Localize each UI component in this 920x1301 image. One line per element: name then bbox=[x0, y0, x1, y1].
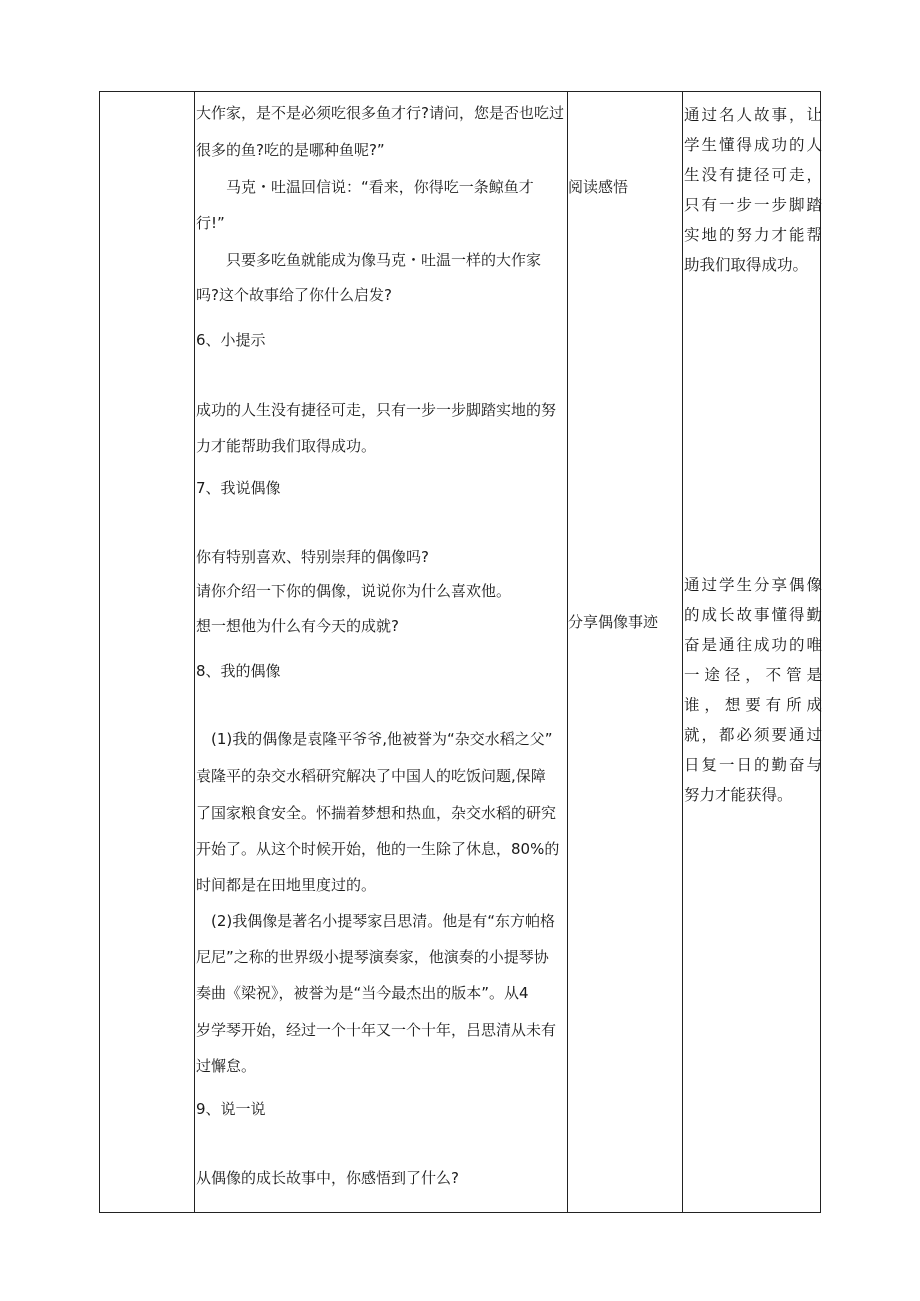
content-line: 尼尼”之称的世界级小提琴演奏家，他演奏的小提琴协 bbox=[196, 948, 549, 966]
content-line: 大作家，是不是必须吃很多鱼才行?请问，您是否也吃过 bbox=[196, 104, 564, 122]
content-line: 请你介绍一下你的偶像，说说你为什么喜欢他。 bbox=[196, 582, 512, 600]
content-line: 吗?这个故事给了你什么启发? bbox=[196, 286, 392, 304]
design-note-2: 通过学生分享偶像的成长故事懂得勤奋是通往成功的唯一途径，不管是谁，想要有所成就，都必须要通过日复一日的勤奋与努力才能获得。 bbox=[684, 576, 822, 804]
content-line: 马克・吐温回信说：“看来，你得吃一条鲸鱼才 bbox=[196, 178, 534, 196]
method-label-reading: 阅读感悟 bbox=[568, 178, 629, 196]
section-heading: 8、我的偶像 bbox=[196, 662, 281, 680]
content-line: (1)我的偶像是袁隆平爷爷,他被誉为“杂交水稻之父” bbox=[196, 730, 553, 748]
content-line: 从偶像的成长故事中，你感悟到了什么? bbox=[196, 1169, 459, 1187]
content-line: 很多的鱼?吃的是哪种鱼呢?” bbox=[196, 141, 385, 159]
content-line: 成功的人生没有捷径可走，只有一步一步脚踏实地的努 bbox=[196, 401, 557, 419]
method-label-sharing: 分享偶像事迹 bbox=[568, 613, 659, 631]
content-line: 时间都是在田地里度过的。 bbox=[196, 876, 377, 894]
design-note-1: 通过名人故事，让学生懂得成功的人生没有捷径可走，只有一步一步脚踏实地的努力才能帮助我们取得成功。 bbox=[684, 106, 822, 274]
content-line: 想一想他为什么有今天的成就? bbox=[196, 617, 399, 635]
content-line: 过懈怠。 bbox=[196, 1057, 257, 1075]
table-top-border bbox=[99, 91, 821, 92]
content-line: 袁隆平的杂交水稻研究解决了中国人的吃饭问题,保障 bbox=[196, 767, 546, 785]
column-divider-3 bbox=[682, 91, 683, 1213]
content-line: (2)我偶像是著名小提琴家吕思清。他是有“东方帕格 bbox=[196, 912, 556, 930]
stage-column-cell bbox=[100, 92, 194, 1212]
content-line: 奏曲《梁祝》，被誉为是“当今最杰出的版本”。从4 bbox=[196, 984, 529, 1002]
section-heading: 9、说一说 bbox=[196, 1100, 266, 1118]
content-line: 岁学琴开始，经过一个十年又一个十年，吕思清从未有 bbox=[196, 1021, 557, 1039]
content-line: 力才能帮助我们取得成功。 bbox=[196, 437, 377, 455]
content-line: 你有特别喜欢、特别崇拜的偶像吗? bbox=[196, 548, 429, 566]
section-heading: 6、小提示 bbox=[196, 331, 266, 349]
column-divider-1 bbox=[194, 91, 195, 1213]
content-line: 了国家粮食安全。怀揣着梦想和热血，杂交水稻的研究 bbox=[196, 804, 557, 822]
table-bottom-border bbox=[99, 1212, 821, 1213]
content-line: 开始了。从这个时候开始，他的一生除了休息，80%的 bbox=[196, 840, 560, 858]
section-heading: 7、我说偶像 bbox=[196, 479, 281, 497]
content-line: 行!” bbox=[196, 214, 225, 232]
content-line: 只要多吃鱼就能成为像马克・吐温一样的大作家 bbox=[196, 251, 542, 269]
